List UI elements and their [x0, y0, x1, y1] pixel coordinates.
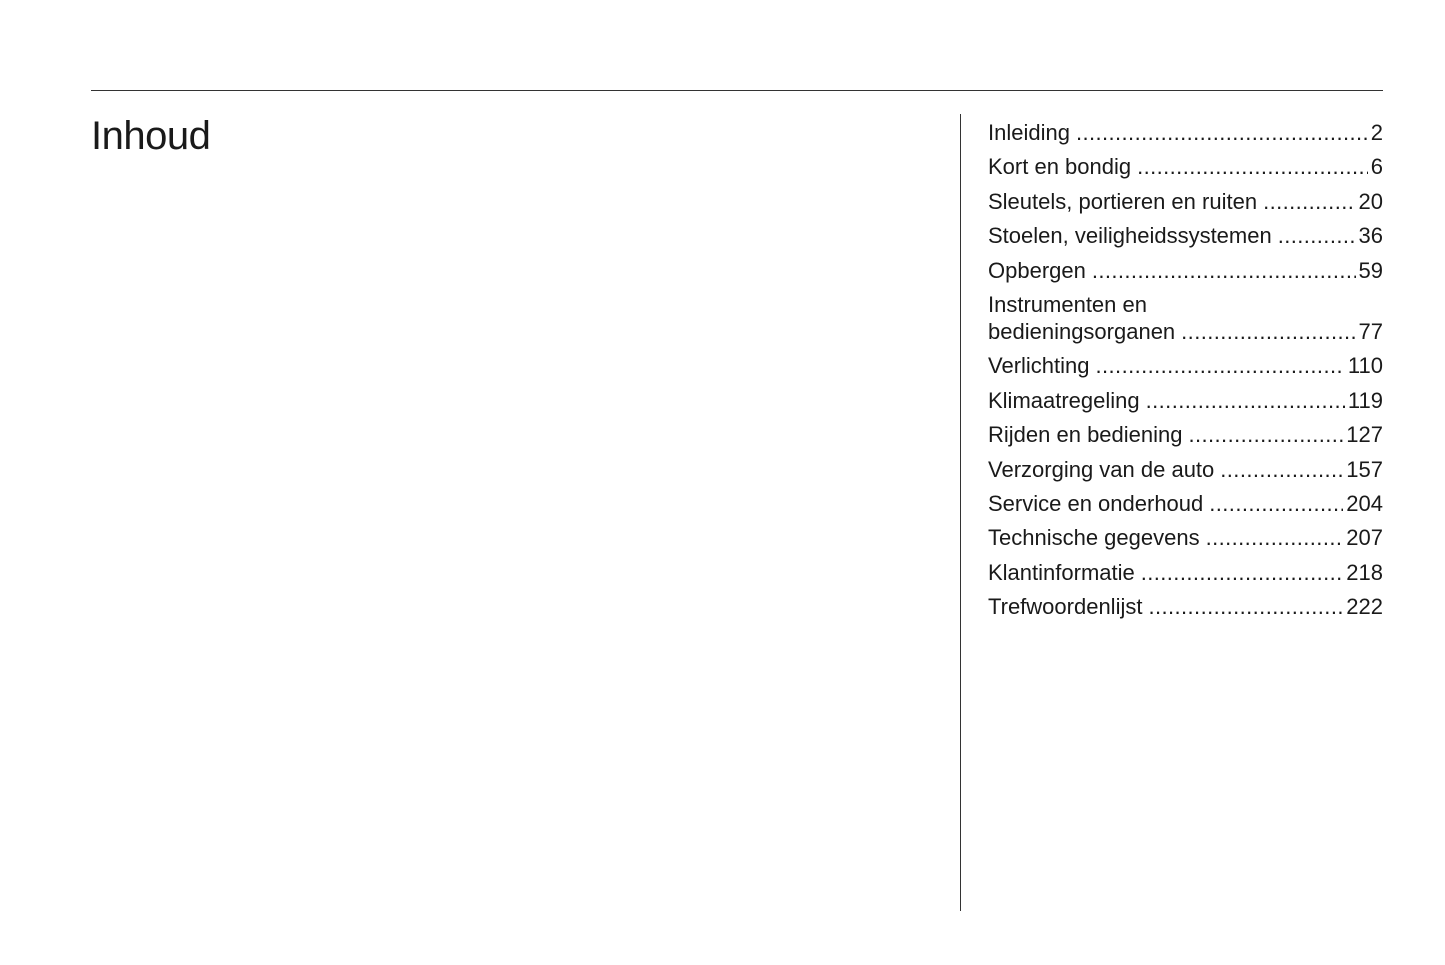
toc-entry-instrumenten[interactable]: [988, 291, 1383, 345]
toc-leader: [1092, 257, 1356, 284]
toc-entry-kort-en-bondig[interactable]: [988, 153, 1383, 180]
toc-label: Kort en bondig: [988, 154, 1132, 180]
toc-label: Verzorging van de auto: [988, 456, 1215, 482]
toc-page-number: 222: [1346, 594, 1383, 620]
toc-label: Trefwoordenlijst: [988, 594, 1143, 620]
toc-entry-technische-gegevens[interactable]: [988, 524, 1383, 551]
toc-entry-trefwoordenlijst[interactable]: [988, 593, 1383, 620]
toc-page-number: 204: [1346, 490, 1383, 516]
toc-label: Rijden en bediening: [988, 422, 1183, 448]
toc-page-number: 110: [1347, 353, 1383, 379]
toc-page-number: 127: [1346, 422, 1383, 448]
toc-leader: [1137, 153, 1368, 180]
toc-label: bedieningsorganen: [988, 318, 1176, 344]
toc-leader: [1141, 559, 1344, 586]
toc-leader: [1209, 490, 1343, 517]
toc-page-number: 157: [1346, 456, 1383, 482]
toc-label: Klimaatregeling: [988, 387, 1140, 413]
toc-leader: [1181, 318, 1355, 345]
toc-page-number: 207: [1346, 525, 1383, 551]
table-of-contents: [988, 119, 1383, 627]
toc-leader: [1263, 188, 1355, 215]
toc-page-number: 20: [1358, 188, 1383, 214]
toc-page-number: 77: [1358, 318, 1383, 344]
toc-entry-klimaatregeling[interactable]: [988, 387, 1383, 414]
toc-leader: [1278, 222, 1356, 249]
toc-page-number: 218: [1346, 559, 1383, 585]
toc-leader: [1148, 593, 1343, 620]
toc-label-line1: Instrumenten en: [988, 291, 1147, 317]
toc-leader: [1189, 421, 1344, 448]
column-divider: [960, 114, 961, 911]
toc-label: Klantinformatie: [988, 559, 1135, 585]
toc-entry-service[interactable]: [988, 490, 1383, 517]
toc-label: Opbergen: [988, 257, 1086, 283]
toc-leader: [1146, 387, 1345, 414]
toc-entry-verzorging[interactable]: [988, 456, 1383, 483]
toc-label: Verlichting: [988, 353, 1090, 379]
toc-entry-rijden[interactable]: [988, 421, 1383, 448]
page-title: Inhoud: [91, 114, 211, 158]
toc-label: Technische gegevens: [988, 525, 1200, 551]
toc-entry-sleutels[interactable]: [988, 188, 1383, 215]
toc-entry-stoelen[interactable]: [988, 222, 1383, 249]
toc-page-number: 119: [1347, 387, 1383, 413]
toc-entry-inleiding[interactable]: [988, 119, 1383, 146]
toc-leader: [1076, 119, 1368, 146]
toc-leader: [1220, 456, 1343, 483]
toc-label: Service en onderhoud: [988, 490, 1204, 516]
toc-page-number: 36: [1358, 223, 1383, 249]
toc-label: Sleutels, portieren en ruiten: [988, 188, 1258, 214]
toc-label: Inleiding: [988, 120, 1070, 145]
toc-entry-verlichting[interactable]: [988, 352, 1383, 379]
toc-leader: [1096, 352, 1345, 379]
toc-label: Stoelen, veiligheidssystemen: [988, 223, 1272, 249]
toc-page-number: 59: [1358, 257, 1383, 283]
toc-entry-klantinformatie[interactable]: [988, 559, 1383, 586]
toc-leader: [1206, 524, 1344, 551]
toc-page-number: 2: [1370, 120, 1383, 145]
top-rule: [91, 90, 1383, 91]
toc-page-number: 6: [1370, 154, 1383, 180]
toc-entry-opbergen[interactable]: [988, 257, 1383, 284]
